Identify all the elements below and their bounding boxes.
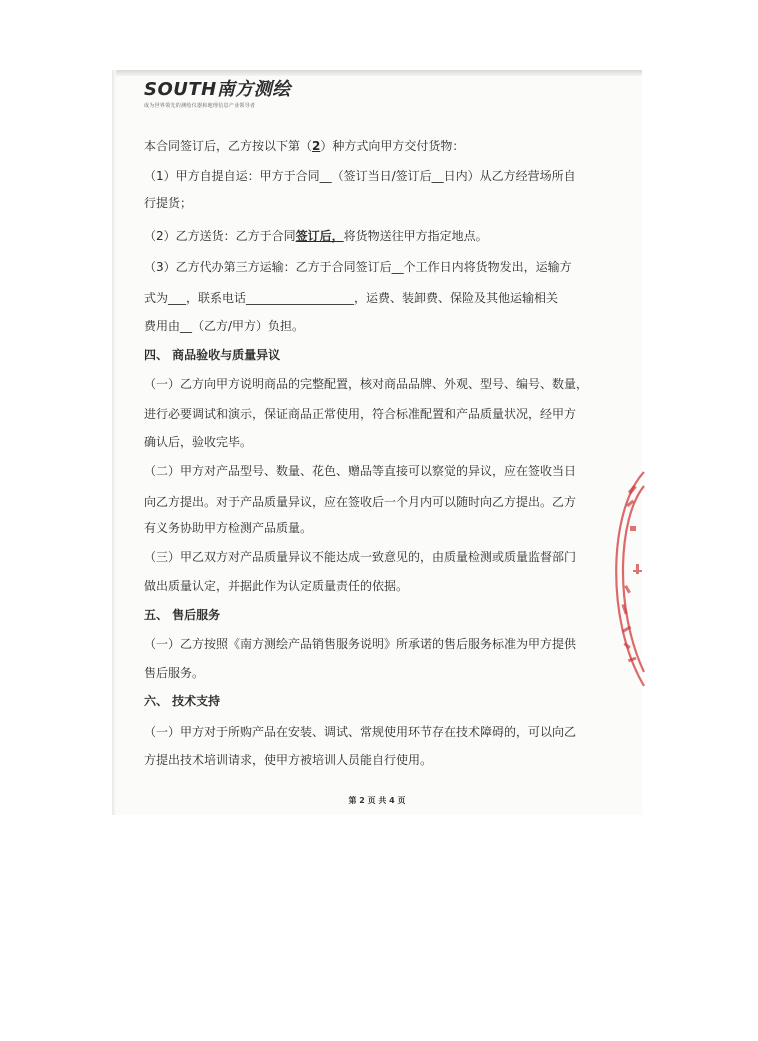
section-4-item-1-end: 确认后，验收完毕。: [144, 435, 253, 449]
logo-slogan: 成为世界领先的测绘仪器和地理信息产业领导者: [144, 103, 256, 109]
section-4-item-3: （三）甲乙双方对产品质量异议不能达成一致意见的，由质量检测或质量监督部门: [144, 550, 577, 564]
section-5-heading: 五、 售后服务: [144, 608, 221, 622]
section-5-item-1: （一）乙方按照《南方测绘产品销售服务说明》所承诺的售后服务标准为甲方提供: [144, 637, 577, 651]
option-1-line-cont: 行提货；: [144, 196, 193, 210]
page-number: 第 2 页 共 4 页: [348, 796, 406, 805]
scanned-page: [112, 70, 642, 815]
section-4-heading: 四、 商品验收与质量异议: [144, 348, 281, 362]
section-6-item-1-cont: 方提出技术培训请求，使甲方被培训人员能自行使用。: [144, 753, 433, 767]
section-6-heading: 六、 技术支持: [144, 694, 221, 708]
option-2-line: （2）乙方送货：乙方于合同签订后，将货物送往甲方指定地点。: [144, 229, 488, 243]
section-4-item-2-end: 有义务协助甲方检测产品质量。: [144, 521, 313, 535]
option-3-line-end: 费用由__（乙方/甲方）负担。: [144, 319, 305, 333]
scan-edge-top: [112, 70, 642, 76]
section-4-item-3-cont: 做出质量认定，并据此作为认定质量责任的依据。: [144, 579, 409, 593]
section-6-item-1: （一）甲方对于所购产品在安装、调试、常规使用环节存在技术障碍的，可以向乙: [144, 725, 577, 739]
option-1-line: （1）甲方自提自运：甲方于合同__（签订当日/签订后__日内）从乙方经营场所自: [144, 169, 576, 183]
section-4-item-1-cont: 进行必要调试和演示，保证商品正常使用，符合标准配置和产品质量状况，经甲方: [144, 407, 577, 421]
delivery-intro: 本合同签订后，乙方按以下第（2）种方式向甲方交付货物：: [144, 139, 465, 153]
section-4-item-1: （一）乙方向甲方说明商品的完整配置，核对商品品牌、外观、型号、编号、数量，: [144, 377, 589, 391]
section-5-item-1-cont: 售后服务。: [144, 666, 205, 680]
logo-text: SOUTH南方测绘: [144, 79, 291, 100]
scan-edge-left: [112, 70, 116, 815]
red-seal-stamp-icon: [600, 468, 645, 693]
option-3-line: （3）乙方代办第三方运输：乙方于合同签订后__个工作日内将货物发出，运输方: [144, 260, 572, 274]
section-4-item-2: （二）甲方对产品型号、数量、花色、赠品等直接可以察觉的异议，应在签收当日: [144, 464, 577, 478]
company-logo: [144, 80, 344, 114]
option-3-line-cont: 式为___，联系电话__________________，运费、装卸费、保险及其他运输相关: [144, 291, 559, 305]
section-4-item-2-cont: 向乙方提出。对于产品质量异议，应在签收后一个月内可以随时向乙方提出。乙方: [144, 495, 577, 509]
